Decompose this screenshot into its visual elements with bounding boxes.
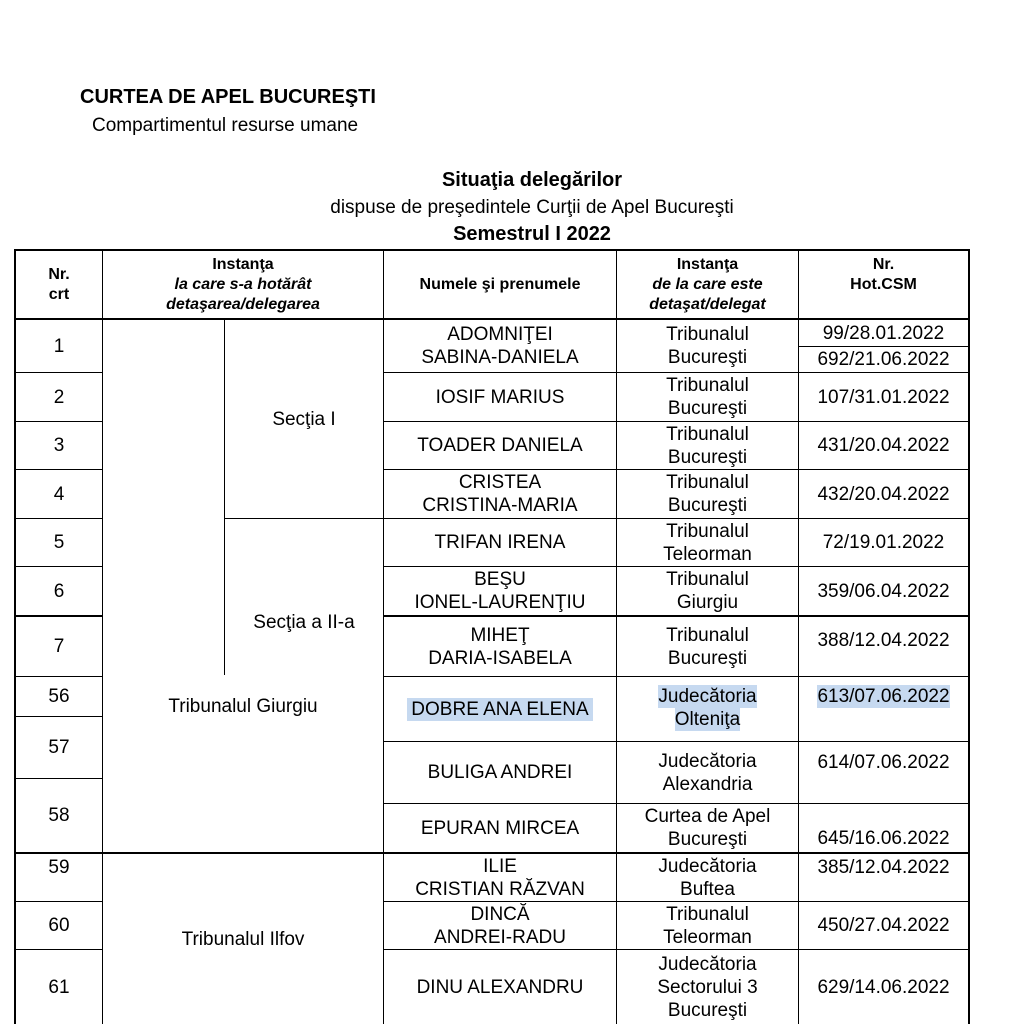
row-nr: 56 xyxy=(48,686,70,707)
row-nr: 4 xyxy=(53,483,65,505)
header-nume: Numele şi prenumele xyxy=(419,275,581,293)
document-subtitle: dispuse de preşedintele Curţii de Apel Bucureşti xyxy=(330,197,734,218)
row-name: CRISTEA CRISTINA-MARIA xyxy=(422,472,578,516)
row-nr: 58 xyxy=(48,805,70,826)
row-hot-csm: 72/19.01.2022 xyxy=(822,532,945,553)
row-origin-court: Tribunalul Teleorman xyxy=(663,903,752,948)
row-name: BULIGA ANDREI xyxy=(427,762,573,783)
row-origin-court: Tribunalul Bucureşti xyxy=(666,472,749,516)
row-hot-csm: 388/12.04.2022 xyxy=(817,629,950,651)
row-nr: 5 xyxy=(53,532,65,553)
row-origin-court: Judecătoria Buftea xyxy=(658,855,757,900)
row-hot-csm: 385/12.04.2022 xyxy=(817,856,950,878)
group-sectia-1: Secţia I xyxy=(272,408,336,430)
row-nr: 6 xyxy=(53,580,65,602)
institution-name: CURTEA DE APEL BUCUREŞTI xyxy=(80,86,376,108)
row-hot-csm: 629/14.06.2022 xyxy=(817,976,950,998)
group-tribunalul-ilfov: Tribunalul Ilfov xyxy=(181,928,305,950)
row-nr: 57 xyxy=(48,737,70,758)
row-hot-csm-secondary: 692/21.06.2022 xyxy=(817,349,950,370)
row-origin-court: Tribunalul Teleorman xyxy=(663,520,752,565)
header-hot-csm: Nr. Hot.CSM xyxy=(850,256,917,293)
row-origin-court: Tribunalul Bucureşti xyxy=(666,624,749,669)
row-origin-court: Judecătoria Alexandria xyxy=(658,750,757,795)
row-hot-csm: 645/16.06.2022 xyxy=(817,828,950,849)
row-origin-court: Tribunalul Giurgiu xyxy=(666,569,749,613)
row-origin-court: Curtea de Apel Bucureşti xyxy=(644,806,771,850)
row-name: IOSIF MARIUS xyxy=(435,386,565,408)
row-origin-court: Tribunalul Bucureşti xyxy=(666,375,749,419)
row-nr: 1 xyxy=(53,335,65,357)
row-name: MIHEŢ DARIA-ISABELA xyxy=(428,624,572,669)
row-hot-csm: 450/27.04.2022 xyxy=(817,915,950,936)
row-nr: 60 xyxy=(48,915,70,936)
header-nr: Nr. crt xyxy=(48,265,70,303)
document-title: Situaţia delegărilor xyxy=(441,169,623,191)
row-name: DINCĂ ANDREI-RADU xyxy=(434,903,566,948)
row-name: ILIE CRISTIAN RĂZVAN xyxy=(415,855,585,900)
department-name: Compartimentul resurse umane xyxy=(92,115,359,136)
row-nr: 3 xyxy=(53,435,65,456)
row-origin-court: Judecătoria Olteniţa xyxy=(658,686,757,730)
row-hot-csm: 431/20.04.2022 xyxy=(817,435,950,456)
row-hot-csm: 614/07.06.2022 xyxy=(817,751,950,773)
row-name: DOBRE ANA ELENA xyxy=(384,677,616,741)
row-hot-csm: 107/31.01.2022 xyxy=(817,386,950,408)
row-name: TRIFAN IRENA xyxy=(434,532,566,553)
row-nr: 59 xyxy=(48,856,70,878)
group-tribunalul-giurgiu: Tribunalul Giurgiu xyxy=(168,695,318,717)
header-instanta: Instanţa la care s-a hotărât detaşarea/delegarea xyxy=(166,255,320,313)
row-nr: 2 xyxy=(53,386,65,408)
row-origin-court: Judecătoria Sectorului 3 Bucureşti xyxy=(657,953,758,1021)
row-name: TOADER DANIELA xyxy=(417,435,583,456)
row-name: EPURAN MIRCEA xyxy=(420,817,580,839)
row-nr: 61 xyxy=(48,976,70,998)
row-nr: 7 xyxy=(53,636,65,657)
row-name: ADOMNIŢEI SABINA-DANIELA xyxy=(421,324,579,368)
group-sectia-2: Secţia a II-a xyxy=(253,611,355,633)
row-hot-csm: 613/07.06.2022 xyxy=(817,686,950,707)
header-instanta-origine: Instanţa de la care este detaşat/delegat xyxy=(649,255,766,313)
row-hot-csm: 432/20.04.2022 xyxy=(817,483,950,505)
row-origin-court: Tribunalul Bucureşti xyxy=(666,423,749,468)
row-name: DINU ALEXANDRU xyxy=(416,976,584,998)
row-name: BEŞU IONEL-LAURENŢIU xyxy=(414,569,586,613)
row-hot-csm: 359/06.04.2022 xyxy=(817,580,950,602)
document-period: Semestrul I 2022 xyxy=(453,223,611,245)
row-origin-court: Tribunalul Bucureşti xyxy=(666,324,749,368)
row-hot-csm: 99/28.01.2022 xyxy=(822,322,945,344)
